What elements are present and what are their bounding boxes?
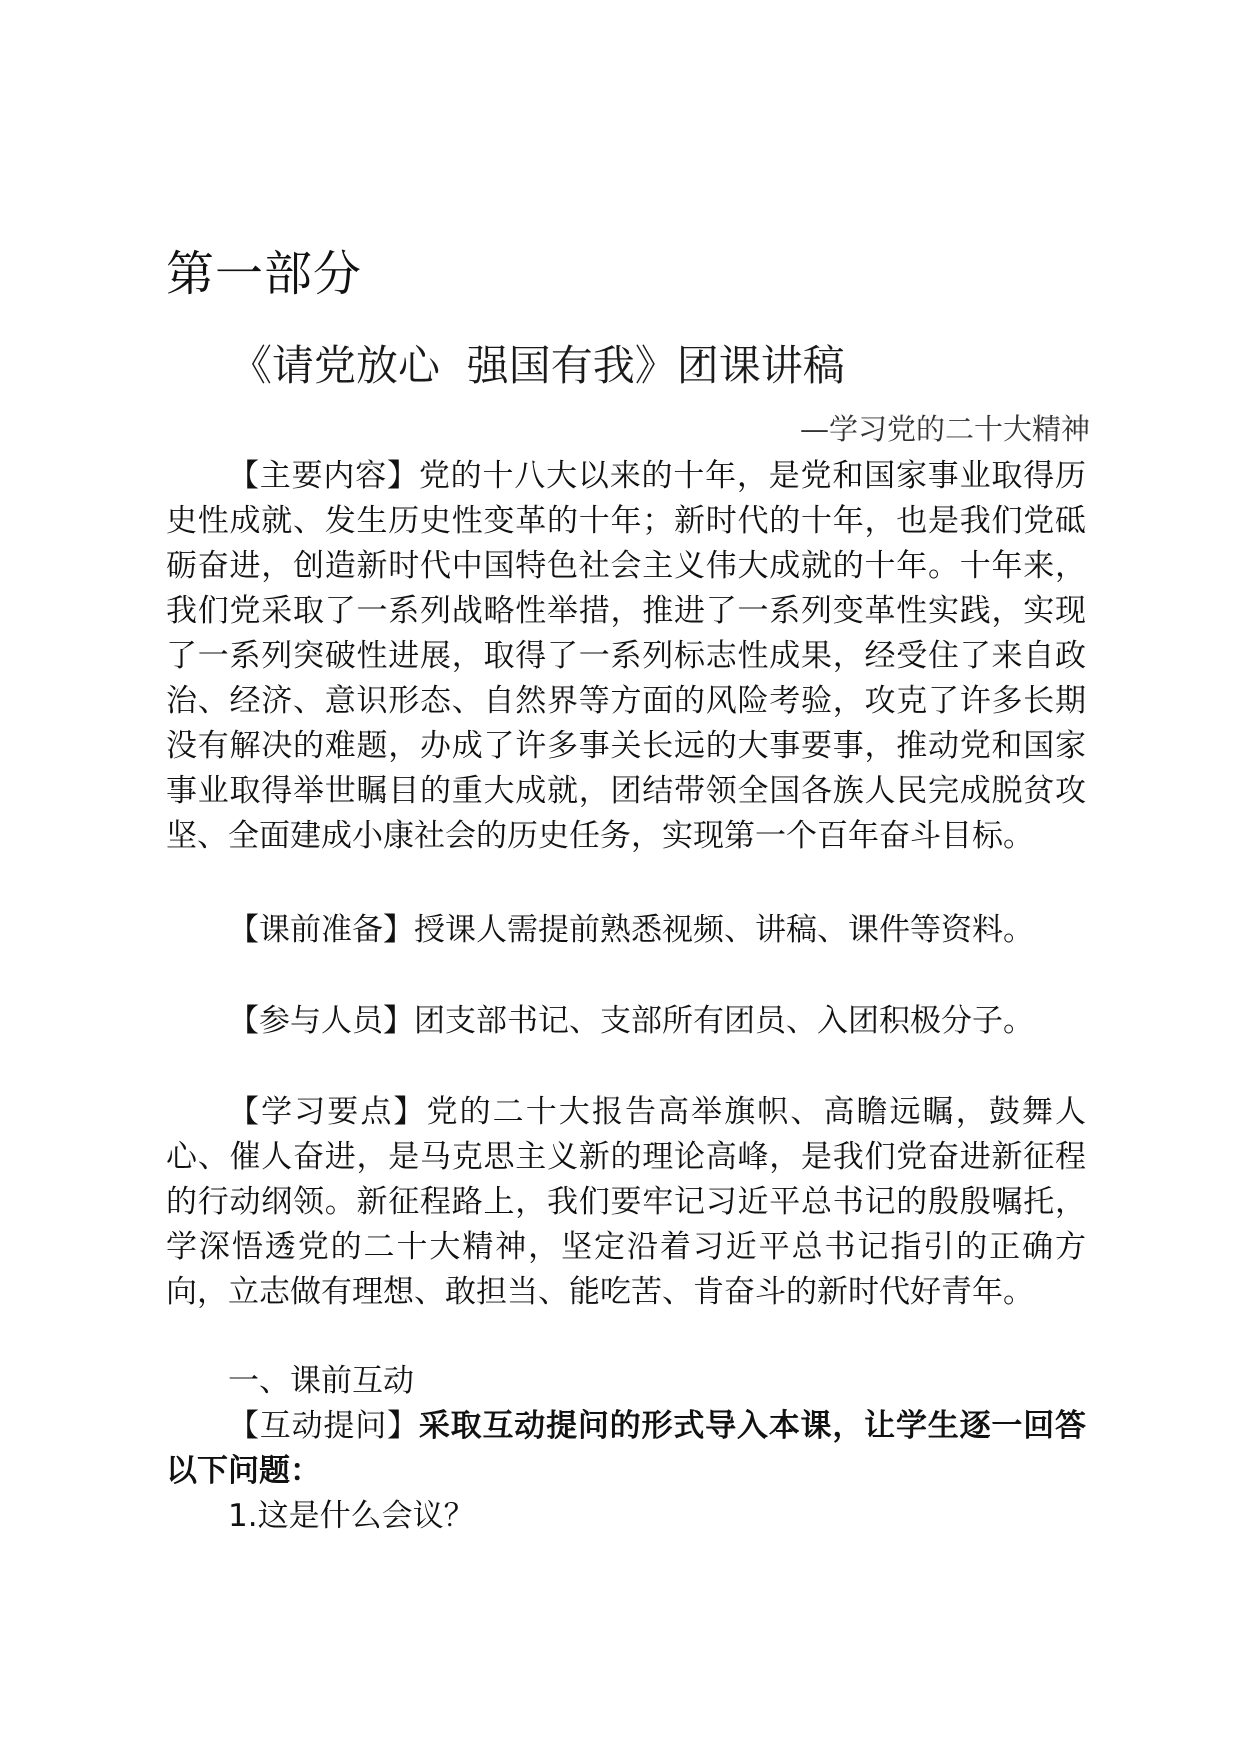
part-heading: 第一部分 [166, 246, 363, 302]
key-points-text: 党的二十大报告高举旗帜、高瞻远瞩，鼓舞人心、催人奋进，是马克思主义新的理论高峰，是我们党奋进新征程的行动纲领。新征程路上，我们要牢记习近平总书记的殷殷嘱托，学深悟透党的二十大精神，坚定沿着习近平总书记指引的正确方向，立志做有理想、敢担当、能吃苦、肯奋斗的新时代好青年。 [166, 1094, 1087, 1310]
interaction-text: 采取互动提问的形式导入本课，让学生逐一回答以下问题： [166, 1408, 1087, 1489]
key-points-paragraph [166, 1090, 1086, 1315]
document-subtitle: —学习党的二十大精神 [799, 412, 1090, 446]
section-heading-pre-class-interaction: 一、课前互动 [228, 1363, 414, 1399]
interaction-paragraph [166, 1404, 1086, 1494]
document-title: 《请党放心 强国有我》团课讲稿 [230, 341, 845, 390]
main-content-label: 【主要内容】 [228, 458, 419, 494]
participants-paragraph [166, 999, 1086, 1044]
preparation-paragraph [166, 908, 1086, 953]
question-1: 1.这是什么会议？ [228, 1498, 475, 1534]
participants-label: 【参与人员】 [228, 1003, 414, 1039]
main-content-paragraph [166, 454, 1086, 859]
interaction-label: 【互动提问】 [228, 1408, 419, 1444]
preparation-text: 授课人需提前熟悉视频、讲稿、课件等资料。 [414, 912, 1034, 948]
main-content-text: 党的十八大以来的十年，是党和国家事业取得历史性成就、发生历史性变革的十年；新时代的十年，也是我们党砥砺奋进，创造新时代中国特色社会主义伟大成就的十年。十年来，我们党采取了一系列战略性举措，推进了一系列变革性实践，实现了一系列突破性进展，取得了一系列标志性成果，经受住了来自政治、经济、意识形态、自然界等方面的风险考验，攻克了许多长期没有解决的难题，办成了许多事关长远的大事要事，推动党和国家事业取得举世瞩目的重大成就，团结带领全国各族人民完成脱贫攻坚、全面建成小康社会的历史任务，实现第一个百年奋斗目标。 [166, 458, 1087, 854]
preparation-label: 【课前准备】 [228, 912, 414, 948]
key-points-label: 【学习要点】 [228, 1094, 427, 1130]
participants-text: 团支部书记、支部所有团员、入团积极分子。 [414, 1003, 1034, 1039]
